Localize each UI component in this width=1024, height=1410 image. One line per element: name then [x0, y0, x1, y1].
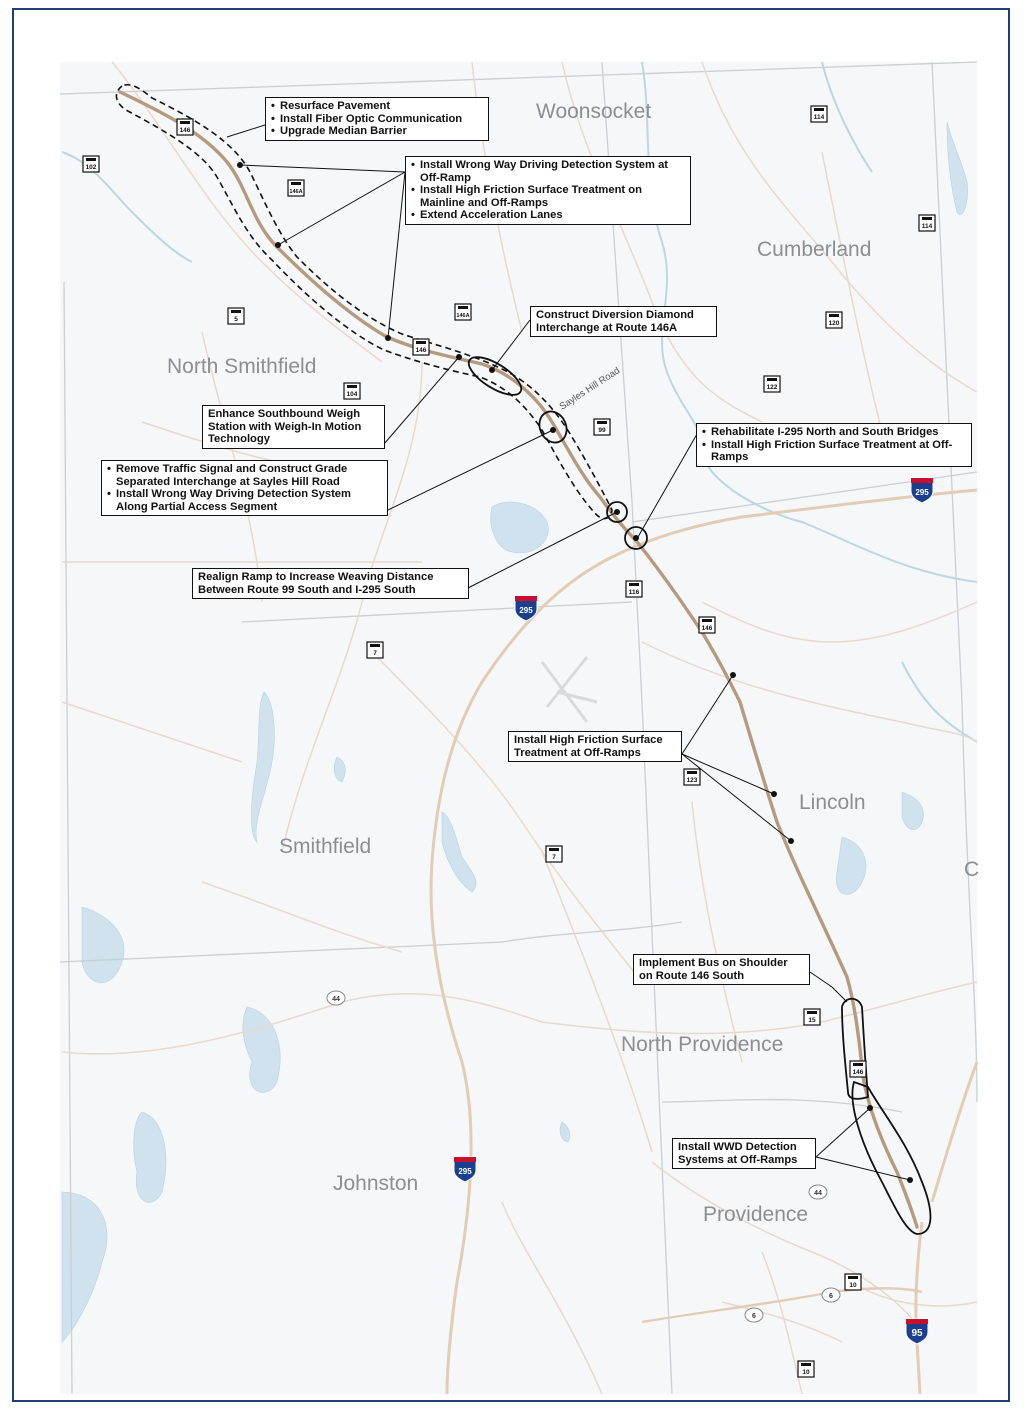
callout-item: • Install Wrong Way Driving Detection System at Off-Ramp: [420, 159, 685, 184]
route-shield-r6-a: [745, 1308, 763, 1322]
svg-text:295: 295: [458, 1167, 472, 1176]
svg-text:146A: 146A: [289, 189, 303, 195]
route-shield-r123: [684, 769, 700, 785]
callout-item: • Resurface Pavement: [280, 100, 483, 113]
route-shield-r146a-a: [288, 180, 304, 196]
route-shield-r146-b: [413, 339, 429, 355]
svg-text:116: 116: [628, 589, 640, 596]
route-shield-r104: [344, 383, 360, 399]
svg-text:146: 146: [852, 1069, 864, 1076]
callout-item: • Install Fiber Optic Communication: [280, 113, 483, 126]
callout-resurface: [265, 97, 489, 141]
callout-i295-list: [702, 426, 966, 464]
svg-text:10: 10: [802, 1369, 810, 1376]
callout-item: • Upgrade Median Barrier: [280, 125, 483, 138]
route-shield-r10-b: [798, 1361, 814, 1377]
svg-text:123: 123: [686, 777, 698, 784]
callout-resurface-list: [271, 100, 483, 138]
route-shield-r120: [826, 312, 842, 328]
route-shield-r7-a: [367, 642, 383, 658]
route-shield-r122: [764, 376, 780, 392]
svg-text:95: 95: [911, 1328, 923, 1339]
svg-text:146: 146: [179, 127, 191, 134]
town-label-smithfield: Smithfield: [279, 835, 372, 858]
callout-item: • Remove Traffic Signal and Construct Grade Separated Interchange at Sayles Hill Road: [116, 463, 382, 488]
callout-diversion-diamond: Construct Diversion Diamond Interchange at Route 146A: [530, 306, 717, 337]
town-label-cumberland: Cumberland: [757, 238, 872, 261]
town-label-providence: Providence: [703, 1203, 809, 1226]
town-label-lincoln: Lincoln: [799, 791, 866, 814]
svg-text:102: 102: [85, 164, 97, 171]
town-label-johnston: Johnston: [333, 1172, 419, 1195]
callout-sayles-hill-interchange: [101, 460, 388, 516]
route-shield-r146-a: [177, 119, 193, 135]
callout-item: • Extend Acceleration Lanes: [420, 209, 685, 222]
route-shield-r5: [228, 308, 244, 324]
route-shield-r146-c: [699, 617, 715, 633]
svg-text:295: 295: [915, 488, 929, 497]
map-frame: [12, 8, 1010, 1402]
callout-item: • Install High Friction Surface Treatment at Off-Ramps: [711, 439, 966, 464]
route-shield-r6-b: [822, 1288, 840, 1302]
svg-text:15: 15: [808, 1017, 816, 1024]
callout-wrong-way-list: [411, 159, 685, 222]
callout-item: • Install Wrong Way Driving Detection System Along Partial Access Segment: [116, 488, 382, 513]
route-shield-r7-b: [546, 846, 562, 862]
callout-wwd-detection: Install WWD Detection Systems at Off-Ramps: [672, 1138, 816, 1169]
svg-text:7: 7: [552, 854, 556, 861]
svg-text:146: 146: [415, 347, 427, 354]
callout-sayles-hill-list: [107, 463, 382, 513]
callout-wrong-way-detection: [405, 156, 691, 225]
svg-text:120: 120: [828, 320, 840, 327]
svg-text:5: 5: [234, 316, 238, 323]
svg-text:104: 104: [346, 391, 358, 398]
callout-friction-off-ramps: Install High Friction Surface Treatment at Off-Ramps: [508, 731, 682, 762]
svg-text:146A: 146A: [456, 313, 470, 319]
callout-i295-bridges: [696, 423, 972, 467]
town-label-woonsocket: Woonsocket: [536, 100, 652, 123]
svg-text:295: 295: [519, 606, 533, 615]
svg-text:6: 6: [752, 1313, 756, 1320]
route-shield-r44-b: [809, 1185, 827, 1199]
town-label-north-providence: North Providence: [621, 1033, 784, 1056]
route-shield-r116: [626, 581, 642, 597]
svg-text:146: 146: [701, 625, 713, 632]
map-background: [60, 62, 980, 1394]
route-shield-r99: [594, 419, 610, 435]
route-shield-r114-a: [811, 106, 827, 122]
svg-text:114: 114: [921, 223, 933, 230]
svg-text:6: 6: [829, 1293, 833, 1300]
town-label-north-smithfield: North Smithfield: [167, 355, 317, 378]
route-shield-r146a-b: [455, 304, 471, 320]
svg-text:44: 44: [814, 1190, 822, 1197]
callout-bus-on-shoulder: Implement Bus on Shoulder on Route 146 South: [633, 954, 810, 985]
route-shield-r10-a: [845, 1274, 861, 1290]
svg-text:122: 122: [766, 384, 778, 391]
route-shield-r146-d: [850, 1061, 866, 1077]
svg-text:99: 99: [598, 427, 606, 434]
svg-text:10: 10: [849, 1282, 857, 1289]
svg-text:44: 44: [332, 996, 340, 1003]
callout-weigh-station: Enhance Southbound Weigh Station with Weigh-In Motion Technology: [202, 405, 385, 449]
route-shield-r44-a: [327, 991, 345, 1005]
town-label-partial-c: C: [964, 858, 980, 881]
svg-text:7: 7: [373, 650, 377, 657]
callout-realign-ramp: Realign Ramp to Increase Weaving Distance Between Route 99 South and I-295 South: [192, 568, 469, 599]
road-label-sayles-hill: Sayles Hill Road: [557, 365, 623, 413]
callout-item: • Rehabilitate I-295 North and South Bridges: [711, 426, 966, 439]
callout-item: • Install High Friction Surface Treatment on Mainline and Off-Ramps: [420, 184, 685, 209]
route-shield-r102: [83, 156, 99, 172]
svg-text:114: 114: [813, 114, 825, 121]
route-shield-r15: [804, 1009, 820, 1025]
route-shield-r114-b: [919, 215, 935, 231]
